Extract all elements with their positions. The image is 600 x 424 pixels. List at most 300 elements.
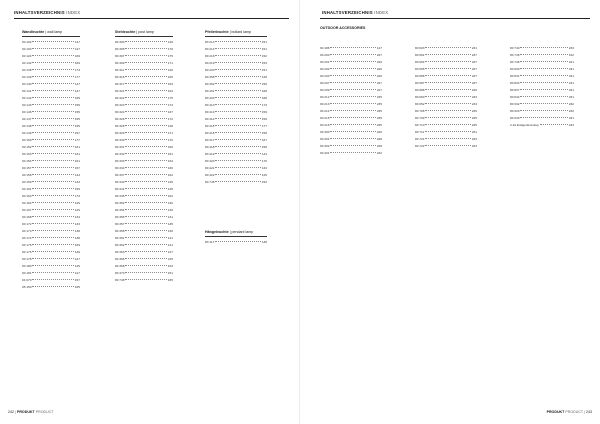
index-entry: [115, 88, 173, 95]
section-rule: [22, 36, 80, 37]
item-code: 80 414: [205, 117, 215, 122]
item-code: 80 341: [115, 187, 125, 192]
index-entry: [415, 129, 477, 136]
item-code: 90 203: [320, 74, 330, 78]
page-ref: 133: [74, 222, 80, 227]
page-ref: 232: [376, 151, 382, 155]
index-entry: [22, 193, 80, 200]
section-rule: [115, 36, 173, 37]
page-ref: 127: [376, 46, 382, 50]
index-entry: [115, 277, 173, 284]
right-footer: PRODUKT PRODUCT | 243: [546, 410, 592, 414]
dot-leader: [330, 61, 375, 62]
item-code: 90 174: [22, 236, 32, 241]
page-ref: 231: [568, 67, 574, 71]
dot-leader: [125, 237, 166, 238]
index-entry: [320, 66, 382, 73]
item-code: 90 213: [320, 102, 330, 106]
page-ref: 125: [261, 173, 267, 178]
index-entry: [320, 87, 382, 94]
dot-leader: [215, 69, 260, 70]
index-entry: [205, 102, 267, 109]
item-code: 80 710: [415, 123, 425, 127]
item-code: 80 328: [115, 124, 125, 129]
page-ref: 130: [167, 208, 173, 213]
item-code: 80 329: [115, 131, 125, 136]
dot-leader: [125, 272, 166, 273]
item-code: 90 124: [22, 54, 32, 59]
dot-leader: [425, 75, 470, 76]
dot-leader: [125, 167, 166, 168]
item-code: 80 721: [415, 137, 425, 141]
index-entry: [320, 94, 382, 101]
dot-leader: [330, 75, 375, 76]
page-ref: 163: [167, 264, 173, 269]
item-code: 90 158: [22, 173, 32, 178]
index-entry: [415, 45, 477, 52]
index-entry: [320, 115, 382, 122]
bollard-entries: [205, 39, 267, 186]
index-entry: [510, 115, 574, 122]
dot-leader: [520, 75, 567, 76]
index-entry: [205, 179, 267, 186]
item-code: 90 157: [22, 166, 32, 171]
page-ref: 141: [167, 236, 173, 241]
dot-leader: [330, 117, 375, 118]
index-entry: [205, 88, 267, 95]
page-ref: 233: [471, 102, 477, 106]
index-entry: [22, 67, 80, 74]
page-ref: 170: [167, 47, 173, 52]
index-entry: [115, 214, 173, 221]
page-ref: 144: [261, 152, 267, 157]
page-ref: 169: [74, 54, 80, 59]
index-entry: [115, 67, 173, 74]
dot-leader: [125, 279, 166, 280]
page-ref: 127: [74, 271, 80, 276]
dot-leader: [125, 125, 166, 126]
wall-lamp-column: [22, 30, 80, 291]
section-title-accessories: OUTDOOR ACCESSORIES: [320, 26, 366, 30]
item-code: 90 142: [22, 96, 32, 101]
item-code: 90 200: [320, 53, 330, 57]
index-entry: [115, 102, 173, 109]
index-entry: [205, 130, 267, 137]
item-code: 80 686: [415, 88, 425, 92]
item-code: 80 665: [415, 67, 425, 71]
item-code: 94 070: [22, 278, 32, 283]
item-code: 90 201: [320, 60, 330, 64]
dot-leader: [330, 89, 375, 90]
page-ref: 237: [471, 74, 477, 78]
item-code: 80 748: [115, 278, 125, 283]
section-title-pendant: Hängeleuchte | pendant lamp: [205, 230, 254, 234]
dot-leader: [125, 69, 167, 70]
dot-leader: [32, 223, 73, 224]
index-entry: [115, 249, 173, 256]
page-ref: 228: [376, 144, 382, 148]
dot-leader: [215, 48, 260, 49]
page-ref: 165: [167, 278, 173, 283]
section-rule: [205, 36, 267, 37]
item-code: 80 831: [510, 74, 520, 78]
page-ref: 170: [261, 159, 267, 164]
page-ref: 235: [376, 102, 382, 106]
dot-leader: [32, 48, 73, 49]
index-entry: [415, 87, 477, 94]
dot-leader: [125, 188, 166, 189]
index-entry: [320, 136, 382, 143]
index-entry: [320, 73, 382, 80]
dot-leader: [32, 286, 73, 287]
item-code: 90 148: [22, 124, 32, 129]
item-code: 80 363: [115, 250, 125, 255]
item-code: 80 364: [205, 82, 215, 87]
index-entry: [22, 172, 80, 179]
dot-leader: [125, 174, 166, 175]
dot-leader: [32, 195, 73, 196]
page-ref: 155: [74, 124, 80, 129]
index-entry: [205, 109, 267, 116]
item-code: 80 740: [510, 46, 520, 50]
index-entry: [115, 60, 173, 67]
item-code: 80 370: [115, 271, 125, 276]
dot-leader: [425, 82, 470, 83]
dot-leader: [215, 76, 260, 77]
index-entry: [205, 46, 267, 53]
dot-leader: [330, 82, 375, 83]
index-entry: [205, 60, 267, 67]
dot-leader: [215, 153, 260, 154]
dot-leader: [32, 146, 73, 147]
dot-leader: [32, 216, 73, 217]
dot-leader: [215, 90, 260, 91]
page-ref: 143: [74, 180, 80, 185]
index-entry: [510, 108, 574, 115]
index-entry: [115, 221, 173, 228]
dot-leader: [125, 118, 166, 119]
dot-leader: [125, 62, 166, 63]
index-entry: [320, 45, 382, 52]
page-ref: 233: [568, 123, 574, 127]
page-ref: 226: [376, 67, 382, 71]
page-ref: 165: [74, 285, 80, 290]
accessories-entries-1: [320, 45, 382, 157]
dot-leader: [32, 251, 73, 252]
page-ref: 156: [261, 82, 267, 87]
index-entry: [115, 186, 173, 193]
index-entry: [115, 193, 173, 200]
index-entry: [22, 109, 80, 116]
dot-leader: [425, 54, 470, 55]
dot-leader: [125, 223, 166, 224]
index-entry: [415, 52, 477, 59]
accessories-heading-block: [320, 26, 590, 31]
dot-leader: [520, 82, 567, 83]
index-entry: [115, 256, 173, 263]
dot-leader: [125, 41, 166, 42]
index-entry: [205, 53, 267, 60]
item-code: 80 413: [205, 110, 215, 115]
page-ref: 145: [167, 180, 173, 185]
left-footer: 242 | PRODUKT PRODUCT: [8, 410, 54, 414]
page-ref: 139: [74, 250, 80, 255]
item-code: 90 143: [22, 103, 32, 108]
page-ref: 161: [74, 159, 80, 164]
index-entry: [205, 123, 267, 130]
page-ref: 136: [167, 229, 173, 234]
page-ref: 167: [167, 110, 173, 115]
page-ref: 145: [167, 187, 173, 192]
item-code: 90 140: [22, 82, 32, 87]
page-ref: 231: [568, 88, 574, 92]
index-entry: [115, 172, 173, 179]
item-code: 90 215: [320, 116, 330, 120]
index-entry: [22, 200, 80, 207]
page-ref: 155: [74, 103, 80, 108]
item-code: 80 933: [510, 109, 520, 113]
dot-leader: [215, 111, 260, 112]
page-ref: 175: [167, 54, 173, 59]
index-entry: [22, 284, 80, 291]
index-entry: [205, 165, 267, 172]
page-ref: 160: [167, 145, 173, 150]
dot-leader: [330, 138, 375, 139]
item-code: 80 345: [115, 194, 125, 199]
dot-leader: [125, 132, 166, 133]
page-ref: 155: [74, 117, 80, 122]
post-entries: [115, 39, 173, 284]
item-code: 80 330: [115, 138, 125, 143]
dot-leader: [125, 230, 166, 231]
dot-leader: [540, 124, 568, 125]
index-entry: [22, 235, 80, 242]
dot-leader: [215, 97, 260, 98]
item-code: 80 323: [115, 103, 125, 108]
item-code: 80 421: [205, 166, 215, 171]
item-code: 80 687: [415, 81, 425, 85]
header-rule: [320, 18, 590, 19]
index-entry: [22, 270, 80, 277]
page-ref: 235: [376, 116, 382, 120]
accessories-entries-2: [415, 45, 477, 150]
index-entry: [115, 46, 173, 53]
page-ref: 155: [74, 110, 80, 115]
header-subtitle: INDEX: [374, 10, 389, 15]
index-entry: [205, 172, 267, 179]
index-entry: [510, 101, 574, 108]
item-code: 80 356: [115, 215, 125, 220]
dot-leader: [330, 68, 375, 69]
footer-product-light: PRODUCT: [565, 410, 584, 414]
dot-leader: [32, 97, 73, 98]
item-code: 90 149: [22, 131, 32, 136]
item-code: 80 837: [510, 88, 520, 92]
page-ref: 176: [167, 138, 173, 143]
page-ref: 141: [167, 243, 173, 248]
index-entry: [115, 123, 173, 130]
item-code: 80 358: [205, 75, 215, 80]
dot-leader: [32, 209, 73, 210]
page-ref: 127: [167, 250, 173, 255]
item-code: 90 161: [22, 187, 32, 192]
index-entry: [22, 158, 80, 165]
item-code: 80 706: [415, 109, 425, 113]
index-entry: [415, 122, 477, 129]
page-ref: 152: [261, 180, 267, 185]
item-code: 80 711: [415, 130, 425, 134]
item-code: 90 176: [22, 250, 32, 255]
index-entry: [22, 137, 80, 144]
index-entry: [115, 109, 173, 116]
item-code: 80 307: [115, 54, 125, 59]
index-entry: [115, 228, 173, 235]
page-ref: 227: [376, 81, 382, 85]
item-code: 90 181: [22, 271, 32, 276]
index-entry: [510, 66, 574, 73]
page-ref: 159: [261, 110, 267, 115]
index-entry: [205, 74, 267, 81]
index-entry: [320, 101, 382, 108]
index-entry: [22, 165, 80, 172]
page-ref: 146: [167, 68, 173, 73]
page-ref: 232: [568, 109, 574, 113]
item-code: 90 214: [320, 109, 330, 113]
item-code: 80 317: [115, 82, 125, 87]
dot-leader: [215, 125, 260, 126]
index-entry: [205, 137, 267, 144]
page-ref: 232: [568, 102, 574, 106]
item-code: 80 420: [205, 159, 215, 164]
index-entry: [320, 52, 382, 59]
page-ref: 138: [74, 229, 80, 234]
page-ref: 235: [376, 95, 382, 99]
dot-leader: [520, 61, 567, 62]
footer-product-bold: PRODUKT: [16, 410, 35, 414]
page-number-right: 243: [586, 410, 592, 414]
dot-leader: [125, 251, 166, 252]
accessories-column-2: [415, 45, 477, 150]
item-code: 80 352: [115, 201, 125, 206]
page-ref: 157: [74, 131, 80, 136]
index-entry: [115, 39, 173, 46]
index-entry: [22, 207, 80, 214]
item-code: 80 337: [115, 173, 125, 178]
index-entry: [320, 59, 382, 66]
dot-leader: [125, 195, 166, 196]
item-code: 80 745: [205, 180, 215, 185]
page-ref: 131: [167, 215, 173, 220]
dot-leader: [520, 54, 567, 55]
page-ref: 235: [376, 109, 382, 113]
dot-leader: [32, 104, 73, 105]
item-code: 80 652: [415, 102, 425, 106]
dot-leader: [32, 174, 73, 175]
item-code: 80 940: [510, 116, 520, 120]
dot-leader: [215, 62, 260, 63]
item-code: 90 175: [22, 243, 32, 248]
item-code: 80 661: [415, 53, 425, 57]
item-code: 80 354: [115, 208, 125, 213]
index-entry: [115, 179, 173, 186]
item-code: 90 103: [22, 47, 32, 52]
dot-leader: [125, 104, 166, 105]
dot-leader: [32, 62, 73, 63]
page-ref: 135: [167, 222, 173, 227]
dot-leader: [215, 118, 260, 119]
index-entry: [22, 39, 80, 46]
item-code: 80 219: [205, 61, 215, 66]
page-ref: 177: [74, 75, 80, 80]
item-code: 90 147: [22, 117, 32, 122]
item-code: 80 303: [115, 40, 125, 45]
index-entry: [115, 158, 173, 165]
item-code: 80 419: [205, 152, 215, 157]
item-code: 80 305: [115, 47, 125, 52]
page-ref: 172: [167, 117, 173, 122]
index-entry: [22, 102, 80, 109]
item-code: 80 603: [415, 46, 425, 50]
item-code: 80 333: [115, 159, 125, 164]
item-code: 90 168: [22, 215, 32, 220]
index-entry: [510, 52, 574, 59]
dot-leader: [425, 68, 470, 69]
index-entry: [205, 239, 267, 246]
index-entry: [415, 101, 477, 108]
wall-entries: [22, 39, 80, 291]
index-entry: [320, 108, 382, 115]
page-ref: 151: [167, 271, 173, 276]
item-code: 90 132: [22, 61, 32, 66]
page-ref: 175: [167, 96, 173, 101]
dot-leader: [215, 181, 260, 182]
page-ref: 153: [167, 82, 173, 87]
item-code: 80 340: [115, 180, 125, 185]
dot-leader: [32, 181, 73, 182]
index-entry: [415, 115, 477, 122]
index-entry: [22, 151, 80, 158]
page-ref: 162: [167, 194, 173, 199]
page-ref: 152: [568, 53, 574, 57]
item-code: 80 422: [205, 173, 215, 178]
dot-leader: [125, 76, 166, 77]
index-entry: [22, 242, 80, 249]
item-code: 80 331: [115, 145, 125, 150]
dot-leader: [32, 139, 73, 140]
page-ref: 169: [74, 61, 80, 66]
dot-leader: [215, 104, 260, 105]
item-code: 80 216: [205, 54, 215, 59]
dot-leader: [215, 174, 260, 175]
item-code: 90 141: [22, 89, 32, 94]
page-ref: 225: [471, 109, 477, 113]
right-header: [322, 10, 388, 15]
dot-leader: [125, 55, 166, 56]
dot-leader: [32, 244, 73, 245]
item-code: 90 302: [320, 144, 330, 148]
dot-leader: [425, 47, 470, 48]
section-title-wall: Wandleuchte | wall lamp: [22, 30, 63, 34]
page-ref: 233: [471, 144, 477, 148]
index-entry: [22, 95, 80, 102]
dot-leader: [215, 139, 260, 140]
dot-leader: [125, 90, 166, 91]
page-ref: 168: [261, 89, 267, 94]
dot-leader: [520, 47, 567, 48]
page-ref: 231: [471, 46, 477, 50]
dot-leader: [425, 103, 470, 104]
dot-leader: [32, 279, 73, 280]
